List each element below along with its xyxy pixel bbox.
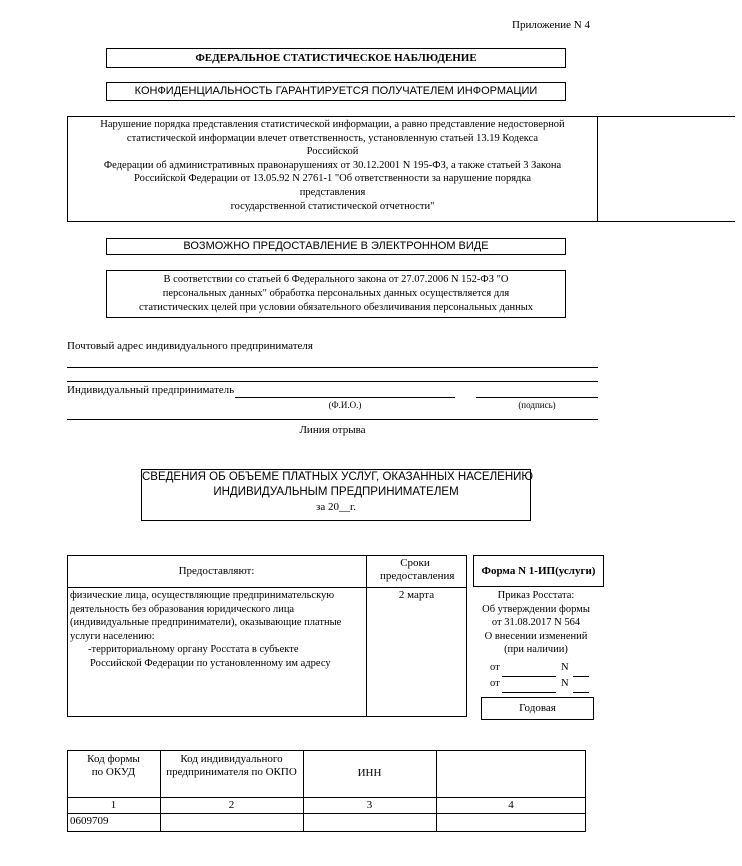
- entrepreneur-label: Индивидуальный предприниматель: [67, 384, 235, 396]
- tear-line-label: Линия отрыва: [299, 424, 366, 436]
- violation-line: представления: [299, 186, 366, 198]
- electronic-submission-header: ВОЗМОЖНО ПРЕДОСТАВЛЕНИЕ В ЭЛЕКТРОННОМ ВИДЕ: [106, 238, 566, 255]
- terms-header: Сроки предоставления: [380, 557, 455, 582]
- column-number: 3: [366, 799, 373, 811]
- inn-value[interactable]: [303, 815, 436, 831]
- provide-header: Предоставляют:: [178, 565, 255, 577]
- column-number: 1: [110, 799, 117, 811]
- postal-address-line[interactable]: [67, 367, 598, 368]
- amendment-number-1[interactable]: [573, 676, 589, 677]
- provider-line: Российской Федерации по установленному им адресу: [90, 657, 331, 669]
- violation-line: Нарушение порядка представления статистической информации, а равно представление недостоверной: [100, 119, 565, 130]
- report-title-box: [141, 469, 534, 521]
- okpo-header: Код индивидуального предпринимателя по ОКПО: [166, 753, 297, 778]
- violation-line: статистической информации влечет ответственность, установленную статьей 13.19 Кодекса: [126, 132, 539, 144]
- column-number: 2: [228, 799, 235, 811]
- deadline-value: 2 марта: [398, 589, 435, 601]
- amendment-date-2[interactable]: [502, 692, 556, 693]
- signature-caption: (подпись): [518, 400, 556, 410]
- code-table-rule-2: [67, 813, 586, 814]
- order-line: Об утверждении формы: [482, 603, 590, 615]
- provider-line: физические лица, осуществляющие предпринимательскую: [70, 590, 335, 601]
- n-label-1: N: [561, 662, 569, 673]
- amendment-date-1[interactable]: [502, 676, 556, 677]
- confidentiality-header: КОНФИДЕНЦИАЛЬНОСТЬ ГАРАНТИРУЕТСЯ ПОЛУЧАТЕЛЕМ ИНФОРМАЦИИ: [106, 82, 566, 101]
- federal-observation-header: ФЕДЕРАЛЬНОЕ СТАТИСТИЧЕСКОЕ НАБЛЮДЕНИЕ: [106, 48, 566, 68]
- signature-line[interactable]: [476, 397, 598, 398]
- provider-line: услуги населению:: [70, 630, 155, 642]
- postal-address-label: Почтовый адрес индивидуального предпринимателя: [67, 340, 313, 352]
- personal-data-line: В соответствии со статьей 6 Федерального закона от 27.07.2006 N 152-ФЗ "О: [163, 274, 509, 285]
- column-number: 4: [508, 799, 514, 811]
- amendment-number-2[interactable]: [573, 692, 589, 693]
- violation-line: Российской: [306, 146, 359, 158]
- violation-side-cell: [597, 116, 735, 222]
- order-line: Приказ Росстата:: [497, 590, 575, 601]
- n-label-2: N: [561, 678, 569, 689]
- fio-caption: (Ф.И.О.): [328, 400, 362, 410]
- report-year: за 20__г.: [316, 501, 356, 513]
- from-label-2: от: [490, 678, 500, 689]
- periodicity-box: Годовая: [481, 697, 594, 720]
- inn-header: ИНН: [357, 767, 382, 779]
- postal-address-line-2[interactable]: [67, 381, 598, 382]
- okpo-value[interactable]: [160, 815, 303, 831]
- provider-line: (индивидуальные предприниматели), оказывающие платные: [70, 617, 342, 629]
- okud-value[interactable]: 0609709: [70, 815, 109, 827]
- from-label-1: от: [490, 662, 500, 673]
- violation-line: Федерации об административных правонарушениях от 30.12.2001 N 195-ФЗ, а также статьей 3 Закона: [103, 159, 562, 171]
- okud-header: Код формы по ОКУД: [87, 753, 140, 778]
- report-title-line-1: СВЕДЕНИЯ ОБ ОБЪЕМЕ ПЛАТНЫХ УСЛУГ, ОКАЗАННЫХ НАСЕЛЕНИЮ: [142, 471, 534, 483]
- tear-line-rule: [67, 419, 598, 420]
- violation-line: государственной статистической отчетности": [230, 200, 435, 212]
- submission-table-header-rule: [67, 587, 467, 588]
- provider-line: -территориальному органу Росстата в субъекте: [88, 644, 299, 656]
- order-line: О внесении изменений: [484, 630, 588, 642]
- report-title-line-2: ИНДИВИДУАЛЬНЫМ ПРЕДПРИНИМАТЕЛЕМ: [213, 486, 459, 498]
- personal-data-line: персональных данных" обработка персональных данных осуществляется для: [162, 288, 510, 299]
- provider-line: деятельность без образования юридического лица: [70, 603, 295, 615]
- violation-notice-box: [67, 116, 598, 222]
- personal-data-line: статистических целей при условии обязательного обезличивания персональных данных: [138, 302, 534, 313]
- order-line: (при наличии): [504, 644, 568, 656]
- code-table-rule-1: [67, 797, 586, 798]
- fio-line[interactable]: [235, 397, 455, 398]
- extra-value[interactable]: [436, 815, 586, 831]
- violation-line: Российской Федерации от 13.05.92 N 2761-1 "Об ответственности за нарушение порядка: [134, 173, 531, 185]
- order-text: [466, 589, 606, 657]
- personal-data-notice: [106, 270, 566, 318]
- appendix-label: Приложение N 4: [512, 19, 590, 31]
- form-title: Форма N 1-ИП(услуги): [481, 565, 596, 577]
- providers-text: [70, 589, 370, 671]
- order-line: от 31.08.2017 N 564: [491, 617, 581, 629]
